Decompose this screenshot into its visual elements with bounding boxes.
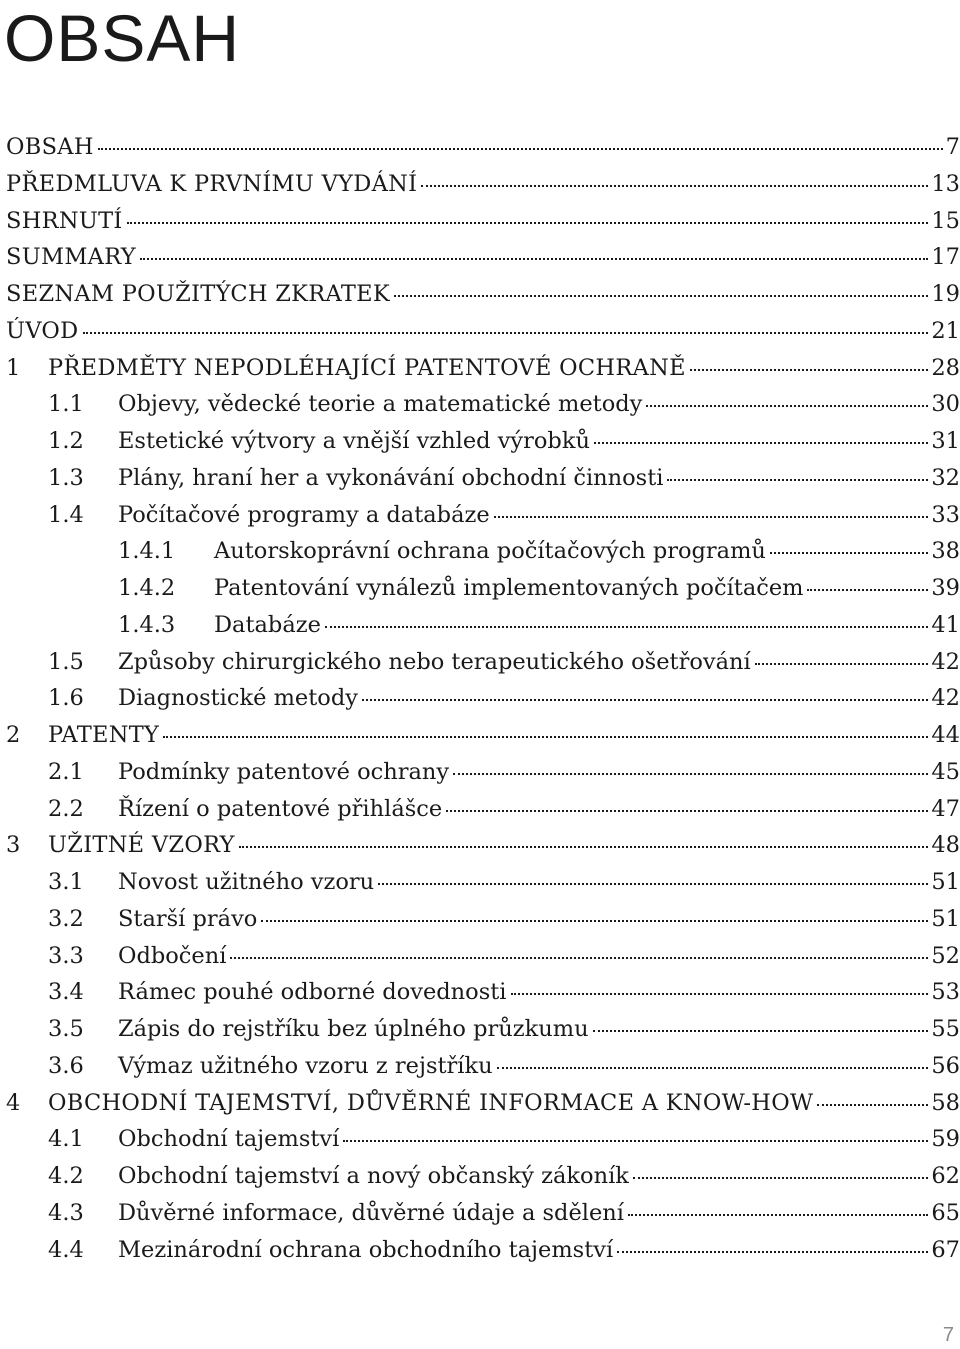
toc-entry[interactable]: [6, 134, 960, 171]
toc-entry-number: 4.3: [48, 1199, 84, 1226]
toc-entry-page: 15: [931, 207, 960, 234]
dot-leader: [325, 626, 928, 628]
toc-entry-page: 48: [931, 832, 960, 859]
toc-entry[interactable]: [6, 685, 960, 722]
toc-entry-title: UŽITNÉ VZORY: [48, 832, 235, 859]
toc-entry-title: Autorskoprávní ochrana počítačových programů: [214, 538, 766, 565]
toc-entry-number: 1.5: [48, 648, 84, 675]
toc-entry[interactable]: [6, 538, 960, 575]
toc-entry[interactable]: [6, 612, 960, 649]
dot-leader: [378, 883, 928, 885]
toc-entry-page: 13: [931, 170, 960, 197]
toc-entry[interactable]: [6, 1090, 960, 1127]
dot-leader: [362, 699, 928, 701]
toc-entry-page: 17: [931, 244, 960, 271]
toc-entry[interactable]: [6, 171, 960, 208]
toc-entry-title: Zápis do rejstříku bez úplného průzkumu: [118, 1016, 589, 1042]
toc-entry[interactable]: [6, 979, 960, 1016]
toc-entry-title: PATENTY: [48, 722, 160, 748]
toc-entry-title: Důvěrné informace, důvěrné údaje a sdělení: [118, 1199, 624, 1226]
toc-entry[interactable]: [6, 832, 960, 869]
toc-entry[interactable]: [6, 796, 960, 833]
toc-entry-title: Databáze: [214, 611, 321, 638]
toc-entry-title: Řízení o patentové přihlášce: [118, 795, 443, 822]
dot-leader: [628, 1214, 928, 1216]
toc-entry-number: 4.4: [48, 1236, 84, 1263]
dot-leader: [497, 1067, 929, 1069]
toc-entry-title: Podmínky patentové ochrany: [118, 758, 450, 785]
toc-entry[interactable]: [6, 391, 960, 428]
toc-entry[interactable]: [6, 1237, 960, 1274]
toc-entry[interactable]: [6, 943, 960, 980]
toc-entry[interactable]: [6, 281, 960, 318]
toc-entry-page: 53: [931, 979, 960, 1006]
toc-entry[interactable]: [6, 906, 960, 943]
dot-leader: [594, 442, 928, 444]
toc-entry-page: 45: [931, 758, 960, 785]
dot-leader: [755, 663, 929, 665]
toc-entry-page: 42: [931, 648, 960, 675]
toc-entry-page: 56: [931, 1052, 960, 1079]
dot-leader: [98, 148, 943, 150]
toc-entry-page: 59: [931, 1126, 960, 1153]
toc-entry-title: Novost užitného vzoru: [118, 869, 375, 895]
toc-entry-number: 4.2: [48, 1163, 84, 1189]
toc-entry-number: 3.4: [48, 979, 84, 1006]
toc-entry[interactable]: [6, 208, 960, 245]
toc-entry-number: 3.6: [48, 1052, 84, 1079]
toc-entry-page: 38: [931, 538, 960, 565]
toc-entry-page: 51: [931, 905, 960, 932]
toc-entry-number: 1: [6, 354, 21, 381]
toc-entry-number: 3.1: [48, 869, 84, 895]
toc-entry-title: SHRNUTÍ: [6, 207, 123, 234]
toc-entry[interactable]: [6, 869, 960, 906]
toc-entry-title: OBSAH: [6, 134, 94, 160]
toc-entry-number: 1.4.2: [118, 575, 176, 601]
dot-leader: [646, 405, 928, 407]
toc-entry[interactable]: [6, 244, 960, 281]
toc-entry-title: Estetické výtvory a vnější vzhled výrobků: [118, 428, 590, 454]
toc-entry[interactable]: [6, 1163, 960, 1200]
toc-entry-page: 44: [931, 722, 960, 748]
page-title: OBSAH: [4, 1, 241, 75]
dot-leader: [690, 369, 929, 371]
toc-entry-title: Objevy, vědecké teorie a matematické metody: [118, 391, 643, 418]
dot-leader: [817, 1104, 928, 1106]
toc-entry-page: 28: [931, 354, 960, 381]
dot-leader: [593, 1030, 929, 1032]
dot-leader: [343, 1140, 928, 1142]
toc-entry-title: Plány, hraní her a vykonávání obchodní činnosti: [118, 464, 664, 491]
toc-entry[interactable]: [6, 465, 960, 502]
dot-leader: [453, 773, 928, 775]
toc-entry-number: 4: [6, 1089, 21, 1116]
toc-entry-page: 39: [931, 575, 960, 601]
toc-entry[interactable]: [6, 649, 960, 686]
toc-entry-number: 1.4.3: [118, 611, 176, 638]
toc-entry-title: Obchodní tajemství: [118, 1126, 340, 1153]
toc-entry-number: 3.5: [48, 1016, 84, 1042]
toc-entry[interactable]: [6, 355, 960, 392]
toc-entry-title: Diagnostické metody: [118, 685, 358, 712]
toc-entry-title: ÚVOD: [6, 317, 79, 344]
toc-entry-page: 51: [931, 869, 960, 895]
toc-entry-title: Rámec pouhé odborné dovednosti: [118, 979, 507, 1006]
toc-entry-page: 7: [945, 134, 960, 160]
toc-entry-page: 19: [931, 281, 960, 307]
toc-entry[interactable]: [6, 575, 960, 612]
toc-entry-number: 1.6: [48, 685, 84, 712]
table-of-contents: [6, 134, 960, 1273]
toc-entry-title: Způsoby chirurgického nebo terapeutického ošetřování: [118, 648, 751, 675]
page-number: 7: [942, 1324, 954, 1346]
dot-leader: [230, 957, 928, 959]
toc-entry-page: 67: [931, 1236, 960, 1263]
toc-entry[interactable]: [6, 1016, 960, 1053]
toc-entry-number: 1.3: [48, 464, 84, 491]
toc-entry-title: SUMMARY: [6, 244, 136, 271]
toc-entry-title: Počítačové programy a databáze: [118, 501, 490, 528]
toc-entry-page: 58: [931, 1089, 960, 1116]
toc-entry-number: 3.3: [48, 942, 84, 969]
toc-entry[interactable]: [6, 318, 960, 355]
toc-entry-page: 47: [931, 795, 960, 822]
toc-entry-page: 33: [931, 501, 960, 528]
toc-entry-title: OBCHODNÍ TAJEMSTVÍ, DŮVĚRNÉ INFORMACE A KNOW-HOW: [48, 1089, 814, 1116]
toc-entry-title: Patentování vynálezů implementovaných počítačem: [214, 575, 804, 601]
toc-entry-number: 1.1: [48, 391, 84, 418]
toc-entry[interactable]: [6, 1053, 960, 1090]
toc-entry[interactable]: [6, 1200, 960, 1237]
toc-entry-number: 2.1: [48, 758, 84, 785]
toc-entry-number: 1.4: [48, 501, 84, 528]
toc-entry-title: Odbočení: [118, 942, 227, 969]
toc-entry[interactable]: [6, 1126, 960, 1163]
dot-leader: [511, 993, 929, 995]
toc-entry-page: 32: [931, 464, 960, 491]
toc-entry[interactable]: [6, 502, 960, 539]
toc-entry-number: 2.2: [48, 795, 84, 822]
dot-leader: [239, 846, 929, 848]
dot-leader: [807, 589, 928, 591]
dot-leader: [617, 1251, 928, 1253]
dot-leader: [261, 920, 928, 922]
toc-entry-page: 30: [931, 391, 960, 418]
dot-leader: [421, 185, 928, 187]
dot-leader: [667, 479, 928, 481]
dot-leader: [394, 295, 928, 297]
toc-entry-page: 21: [931, 317, 960, 344]
toc-entry-title: Obchodní tajemství a nový občanský zákoník: [118, 1163, 629, 1189]
dot-leader: [127, 222, 929, 224]
toc-entry-number: 4.1: [48, 1126, 84, 1153]
toc-entry[interactable]: [6, 722, 960, 759]
toc-entry-page: 52: [931, 942, 960, 969]
dot-leader: [140, 258, 928, 260]
dot-leader: [494, 516, 929, 518]
dot-leader: [770, 552, 928, 554]
toc-entry-page: 42: [931, 685, 960, 712]
toc-entry-number: 2: [6, 722, 21, 748]
dot-leader: [446, 810, 928, 812]
toc-entry[interactable]: [6, 428, 960, 465]
toc-entry-number: 1.2: [48, 428, 84, 454]
toc-entry-title: Starší právo: [118, 905, 258, 932]
dot-leader: [83, 332, 929, 334]
toc-entry-title: SEZNAM POUŽITÝCH ZKRATEK: [6, 281, 390, 307]
toc-entry-page: 41: [931, 611, 960, 638]
toc-entry-page: 62: [931, 1163, 960, 1189]
toc-entry-title: PŘEDMĚTY NEPODLÉHAJÍCÍ PATENTOVÉ OCHRANĚ: [48, 354, 686, 381]
toc-entry-number: 1.4.1: [118, 538, 176, 565]
toc-entry-page: 31: [931, 428, 960, 454]
toc-entry-title: Výmaz užitného vzoru z rejstříku: [118, 1052, 493, 1079]
dot-leader: [163, 736, 928, 738]
toc-entry-title: PŘEDMLUVA K PRVNÍMU VYDÁNÍ: [6, 170, 418, 197]
toc-entry[interactable]: [6, 759, 960, 796]
toc-entry-page: 55: [931, 1016, 960, 1042]
toc-entry-title: Mezinárodní ochrana obchodního tajemství: [118, 1236, 614, 1263]
dot-leader: [633, 1177, 928, 1179]
toc-entry-number: 3: [6, 832, 21, 859]
toc-entry-number: 3.2: [48, 905, 84, 932]
toc-entry-page: 65: [931, 1199, 960, 1226]
